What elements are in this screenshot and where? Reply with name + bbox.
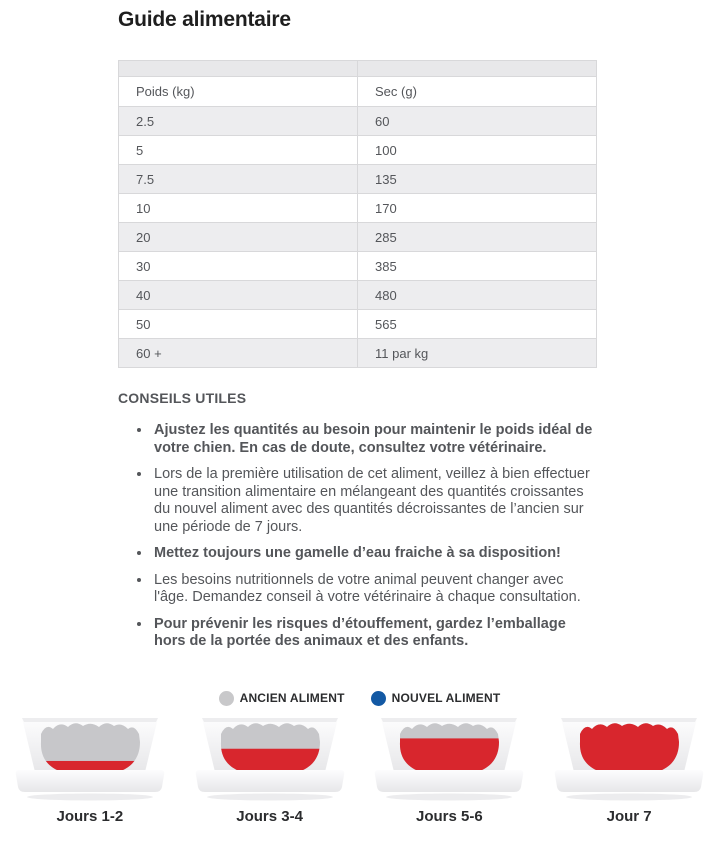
bowl-1	[10, 714, 170, 825]
table-row	[119, 281, 597, 310]
table-cell: 135	[358, 165, 597, 194]
old-food-dot-icon	[219, 691, 234, 706]
table-band-cell	[119, 61, 358, 77]
bowl-3	[369, 714, 529, 825]
table-row	[119, 252, 597, 281]
table-cell: 2.5	[119, 107, 358, 136]
legend-label: ANCIEN ALIMENT	[239, 691, 345, 705]
tip-item: • Lors de la première utilisation de cet aliment, veillez à bien effectuer une transition alimentaire en mélangeant des quantités croissantes du nouvel aliment avec des quantités décroissantes de l’ancien sur une période de 7 jours.	[152, 466, 597, 536]
table-cell: 565	[358, 310, 597, 339]
table-cell: 60 +	[119, 339, 358, 368]
new-food-dot-icon	[371, 691, 386, 706]
tips-heading: CONSEILS UTILES	[118, 390, 247, 406]
table-cell: 60	[358, 107, 597, 136]
table-header-dry: Sec (g)	[358, 77, 597, 107]
transition-bowls	[0, 714, 719, 825]
table-cell: 20	[119, 223, 358, 252]
table-cell: 385	[358, 252, 597, 281]
legend-item	[219, 691, 345, 706]
tips-list	[118, 422, 597, 651]
table-cell: 100	[358, 136, 597, 165]
table-cell: 30	[119, 252, 358, 281]
bowl-label: Jours 5-6	[416, 807, 483, 825]
bowl-label: Jours 3-4	[236, 807, 303, 825]
bowl-icon	[195, 714, 345, 802]
legend-item	[371, 691, 501, 706]
content-column	[118, 0, 597, 651]
feeding-table	[118, 60, 597, 368]
food-legend	[0, 691, 719, 706]
tip-item: • Pour prévenir les risques d’étouffement, gardez l’emballage hors de la portée des animaux et des enfants.	[152, 616, 597, 651]
bowl-label: Jours 1-2	[56, 807, 124, 825]
bowl-4	[549, 714, 709, 825]
bowl-label: Jour 7	[606, 807, 652, 825]
bowl-icon	[15, 714, 165, 802]
legend-label: NOUVEL ALIMENT	[391, 691, 501, 705]
bowl-icon	[554, 714, 704, 802]
tip-item: • Mettez toujours une gamelle d’eau fraiche à sa disposition!	[152, 545, 597, 563]
bowl-2	[190, 714, 350, 825]
table-cell: 40	[119, 281, 358, 310]
table-cell: 170	[358, 194, 597, 223]
bowl-icon	[374, 714, 524, 802]
table-cell: 7.5	[119, 165, 358, 194]
table-row	[119, 165, 597, 194]
page-title: Guide alimentaire	[118, 8, 291, 31]
table-row	[119, 194, 597, 223]
table-row	[119, 223, 597, 252]
table-cell: 285	[358, 223, 597, 252]
table-band-cell	[358, 61, 597, 77]
table-cell: 50	[119, 310, 358, 339]
table-cell: 5	[119, 136, 358, 165]
tip-item: • Ajustez les quantités au besoin pour maintenir le poids idéal de votre chien. En cas de doute, consultez votre vétérinaire.	[152, 422, 597, 457]
table-row	[119, 136, 597, 165]
table-cell: 11 par kg	[358, 339, 597, 368]
tip-item: • Les besoins nutritionnels de votre animal peuvent changer avec l'âge. Demandez conseil à votre vétérinaire à chaque consultation.	[152, 572, 597, 607]
table-cell: 10	[119, 194, 358, 223]
table-cell: 480	[358, 281, 597, 310]
table-row	[119, 107, 597, 136]
table-header-weight: Poids (kg)	[119, 77, 358, 107]
table-row	[119, 310, 597, 339]
table-header-row	[119, 77, 597, 107]
table-row	[119, 339, 597, 368]
table-band-row	[119, 61, 597, 77]
